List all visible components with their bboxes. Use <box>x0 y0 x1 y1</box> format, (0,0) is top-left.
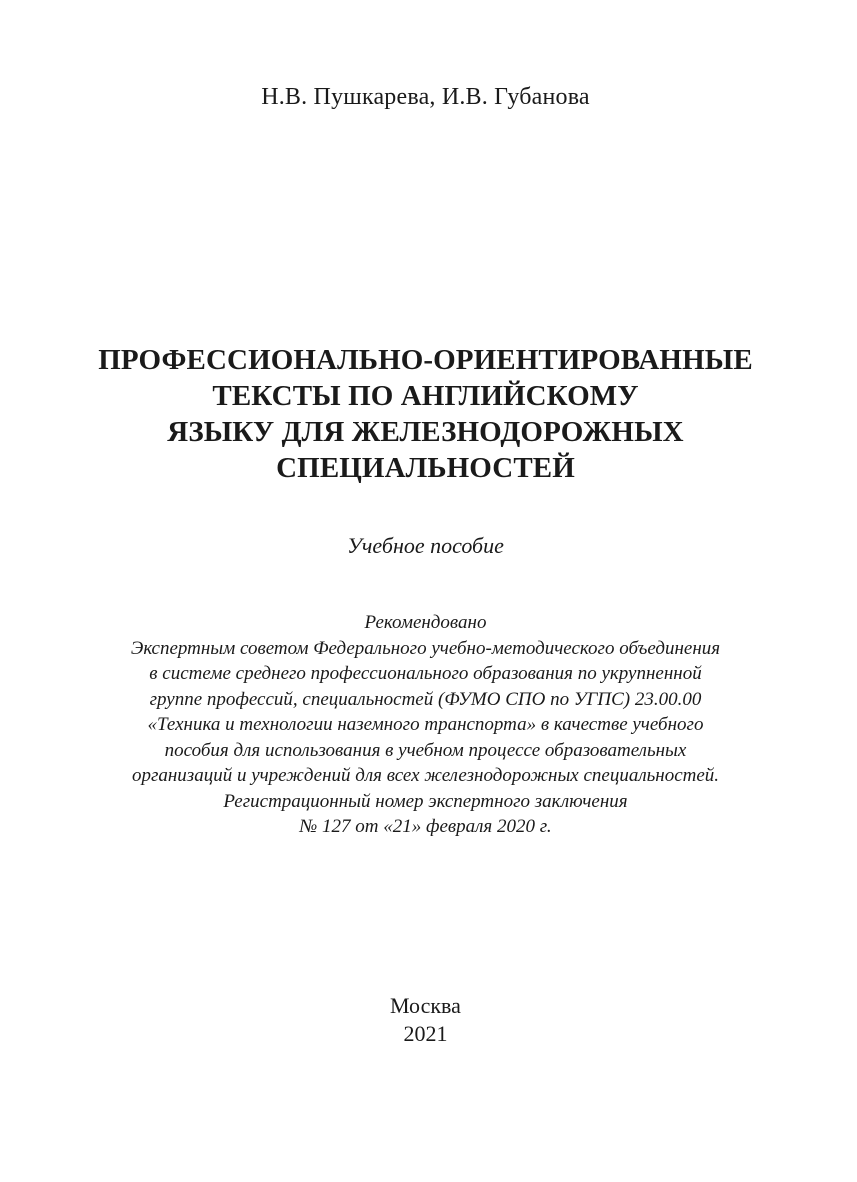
recommendation-line: Экспертным советом Федерального учебно-методического объединения <box>130 637 721 659</box>
book-title <box>0 342 851 486</box>
recommendation-line: пособия для использования в учебном процессе образовательных <box>164 739 687 761</box>
recommendation-line: в системе среднего профессионального образования по укрупненной <box>149 663 702 684</box>
book-subtitle: Учебное пособие <box>347 533 504 558</box>
recommendation-line: Рекомендовано <box>364 612 487 633</box>
imprint <box>0 992 851 1048</box>
city: Москва <box>390 993 461 1018</box>
recommendation-line: Регистрационный номер экспертного заключения <box>223 790 628 812</box>
recommendation-block <box>0 610 851 840</box>
title-line: ЯЗЫКУ ДЛЯ ЖЕЛЕЗНОДОРОЖНЫХ <box>167 416 684 448</box>
year: 2021 <box>403 1021 448 1046</box>
title-line: ТЕКСТЫ ПО АНГЛИЙСКОМУ <box>212 380 639 412</box>
recommendation-line: группе профессий, специальностей (ФУМО СПО по УГПС) 23.00.00 <box>149 688 702 710</box>
recommendation-line: организаций и учреждений для всех железнодорожных специальностей. <box>131 765 720 786</box>
title-line: СПЕЦИАЛЬНОСТЕЙ <box>276 452 575 484</box>
title-line: ПРОФЕССИОНАЛЬНО-ОРИЕНТИРОВАННЫЕ <box>98 344 753 376</box>
recommendation-line: № 127 от «21» февраля 2020 г. <box>299 816 552 837</box>
recommendation-line: «Техника и технологии наземного транспорта» в качестве учебного <box>147 714 704 735</box>
authors: Н.В. Пушкарева, И.В. Губанова <box>261 84 590 110</box>
